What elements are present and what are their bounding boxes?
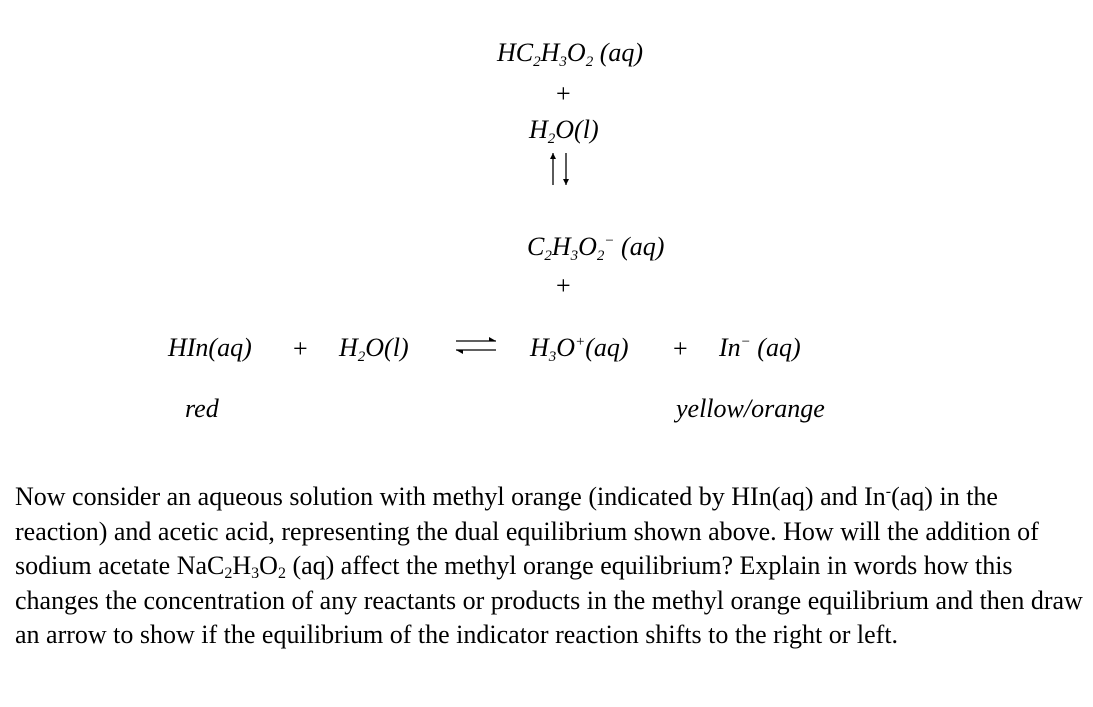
indicator-plus-left: + — [293, 334, 308, 363]
acetate-ion-formula: $C_2H_3O_2^-$ (aq) — [527, 232, 665, 264]
reactant-color-label: red — [185, 394, 219, 423]
vertical-equilibrium-arrows-icon — [548, 150, 578, 190]
indicator-water-formula: $H_2O(l)$ — [339, 333, 409, 365]
product-color-label: yellow/orange — [676, 394, 825, 423]
horizontal-equilibrium-arrows-icon — [452, 333, 502, 359]
indicator-plus-right: + — [673, 334, 688, 363]
acetic-plus-top: + — [556, 79, 571, 108]
indicator-anion-formula: In− (aq) — [719, 333, 801, 362]
acetic-water-formula: $H_2O(l)$ — [529, 115, 599, 147]
hin-formula: HIn(aq) — [168, 333, 252, 362]
hydronium-formula: $H_3O^+(aq)$ — [530, 333, 629, 365]
acetic-plus-bottom: + — [556, 271, 571, 300]
acetic-acid-formula: $HC_2H_3O_2$ (aq) — [497, 38, 644, 70]
question-text: Now consider an aqueous solution with methyl orange (indicated by HIn(aq) and In-(aq) in the reaction) and acetic acid, representing the dual equilibrium shown above. How will the addition of sodium acetate $NaC_2H_3O_2$ (aq) affect the methyl orange equilibrium? Explain in words how this changes the concentration of any reactants or products in the methyl orange equilibrium and then draw an arrow to show if the equilibrium of the indicator reaction shifts to the right or left. — [15, 482, 1083, 649]
